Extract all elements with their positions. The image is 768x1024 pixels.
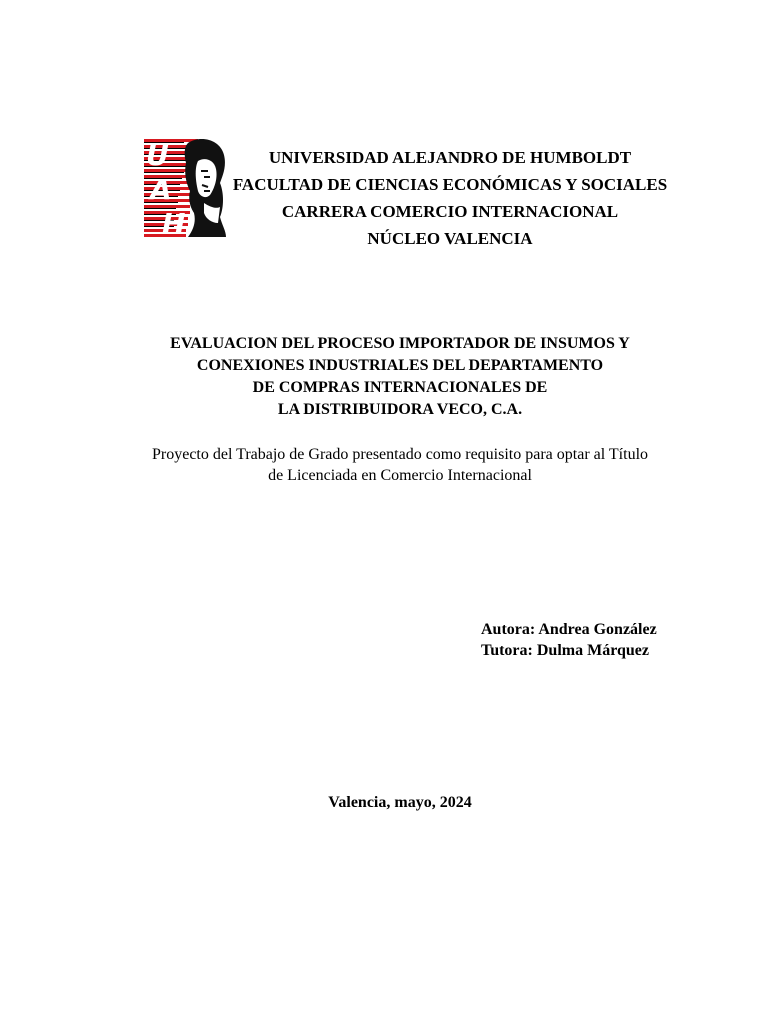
institution-header <box>200 144 700 252</box>
title-line-2: CONEXIONES INDUSTRIALES DEL DEPARTAMENTO <box>196 357 604 374</box>
logo-letter-u: U <box>146 139 169 172</box>
place-date: Valencia, mayo, 2024 <box>328 794 472 811</box>
title-line-4: LA DISTRIBUIDORA VECO, C.A. <box>277 401 523 418</box>
thesis-description <box>120 444 680 486</box>
logo-letter-a: A <box>150 173 172 206</box>
university-name: UNIVERSIDAD ALEJANDRO DE HUMBOLDT <box>268 148 632 167</box>
description-line-1: Proyecto del Trabajo de Grado presentado como requisito para optar al Título <box>151 446 649 463</box>
description-line-2: de Licenciada en Comercio Internacional <box>268 467 532 484</box>
title-line-1: EVALUACION DEL PROCESO IMPORTADOR DE INSUMOS Y <box>170 335 630 352</box>
career-name: CARRERA COMERCIO INTERNACIONAL <box>281 202 619 221</box>
faculty-name: FACULTAD DE CIENCIAS ECONÓMICAS Y SOCIALES <box>232 175 668 194</box>
logo-letter-h: H <box>162 207 186 237</box>
title-line-3: DE COMPRAS INTERNACIONALES DE <box>252 379 548 396</box>
tutor-name: Tutora: Dulma Márquez <box>481 642 649 659</box>
author-name: Autora: Andrea González <box>481 621 657 638</box>
thesis-title <box>100 333 700 421</box>
author-block <box>481 619 657 661</box>
campus-name: NÚCLEO VALENCIA <box>367 229 533 248</box>
